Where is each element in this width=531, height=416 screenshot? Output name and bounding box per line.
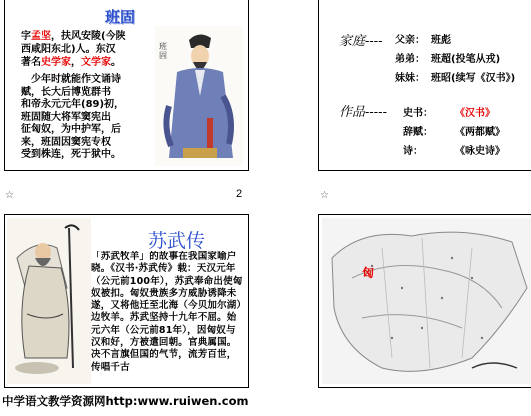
footer-website: 中学语文教学资源网http:www.ruiwen.com — [2, 394, 249, 408]
family-row: 妹妹： 班昭(续写《汉书》) — [395, 73, 516, 84]
slide-thumbnail-2[interactable] — [318, 0, 531, 171]
slide-number-2: 2 — [236, 188, 243, 200]
works-row: 诗： 《咏史诗》 — [403, 146, 505, 157]
family-label: 家庭---- — [339, 34, 383, 49]
family-row: 弟弟： 班超(投笔从戎) — [395, 54, 501, 65]
intro-line-3: 著名史学家，文学家。 — [21, 57, 121, 68]
portrait-caption: 班固 — [159, 42, 167, 60]
han-dynasty-map — [322, 218, 531, 384]
works-row: 史书： 《汉书》 — [403, 108, 495, 119]
slide-thumbnail-1[interactable] — [4, 0, 249, 171]
map-region-label: 匈 — [362, 266, 375, 280]
slide-thumbnail-4[interactable] — [318, 214, 531, 388]
family-row: 父亲： 班彪 — [395, 35, 451, 46]
intro-line-2: 西咸阳东北)人。东汉 — [21, 44, 116, 55]
family-list — [395, 31, 531, 88]
bio-paragraph: 少年时就能作文诵诗 赋，长大后博览群书 和帝永元元年(89)初， 班固随大将军窦宪出 征匈奴，为中护军，后 来，班固因窦宪专权 受到株连，死于狱中。 — [21, 74, 125, 160]
su-wu-story: 「苏武牧羊」的故事在我国家喻户晓。《汉书·苏武传》载：天汉元年（公元前100年），苏武奉命出使匈奴被扣。匈奴贵族多方威胁诱降未遂，又将他迁至北海（今贝加尔湖）边牧羊。苏武坚持十九年不屈。始元六年（公元前81年），因匈奴与汉和好，方被遣回朝。官典属国。决不言旗但国的气节，流芳百世，传唱千古 — [91, 251, 243, 373]
works-label: 作品----- — [339, 105, 387, 120]
slide-title: 苏武传 — [148, 230, 206, 252]
ban-gu-portrait — [155, 26, 243, 166]
su-wu-painting — [7, 218, 91, 384]
slide-title: 班固 — [105, 8, 136, 26]
slide-thumbnail-3[interactable] — [4, 214, 249, 388]
slide-transition-icon-1[interactable]: ☆ — [5, 190, 14, 201]
works-row: 辞赋： 《两都赋》 — [403, 127, 505, 138]
slide-transition-icon-2[interactable]: ☆ — [320, 190, 329, 201]
intro-line-1: 字孟坚，扶风安陵(今陕 — [21, 31, 126, 42]
works-list — [403, 104, 531, 161]
